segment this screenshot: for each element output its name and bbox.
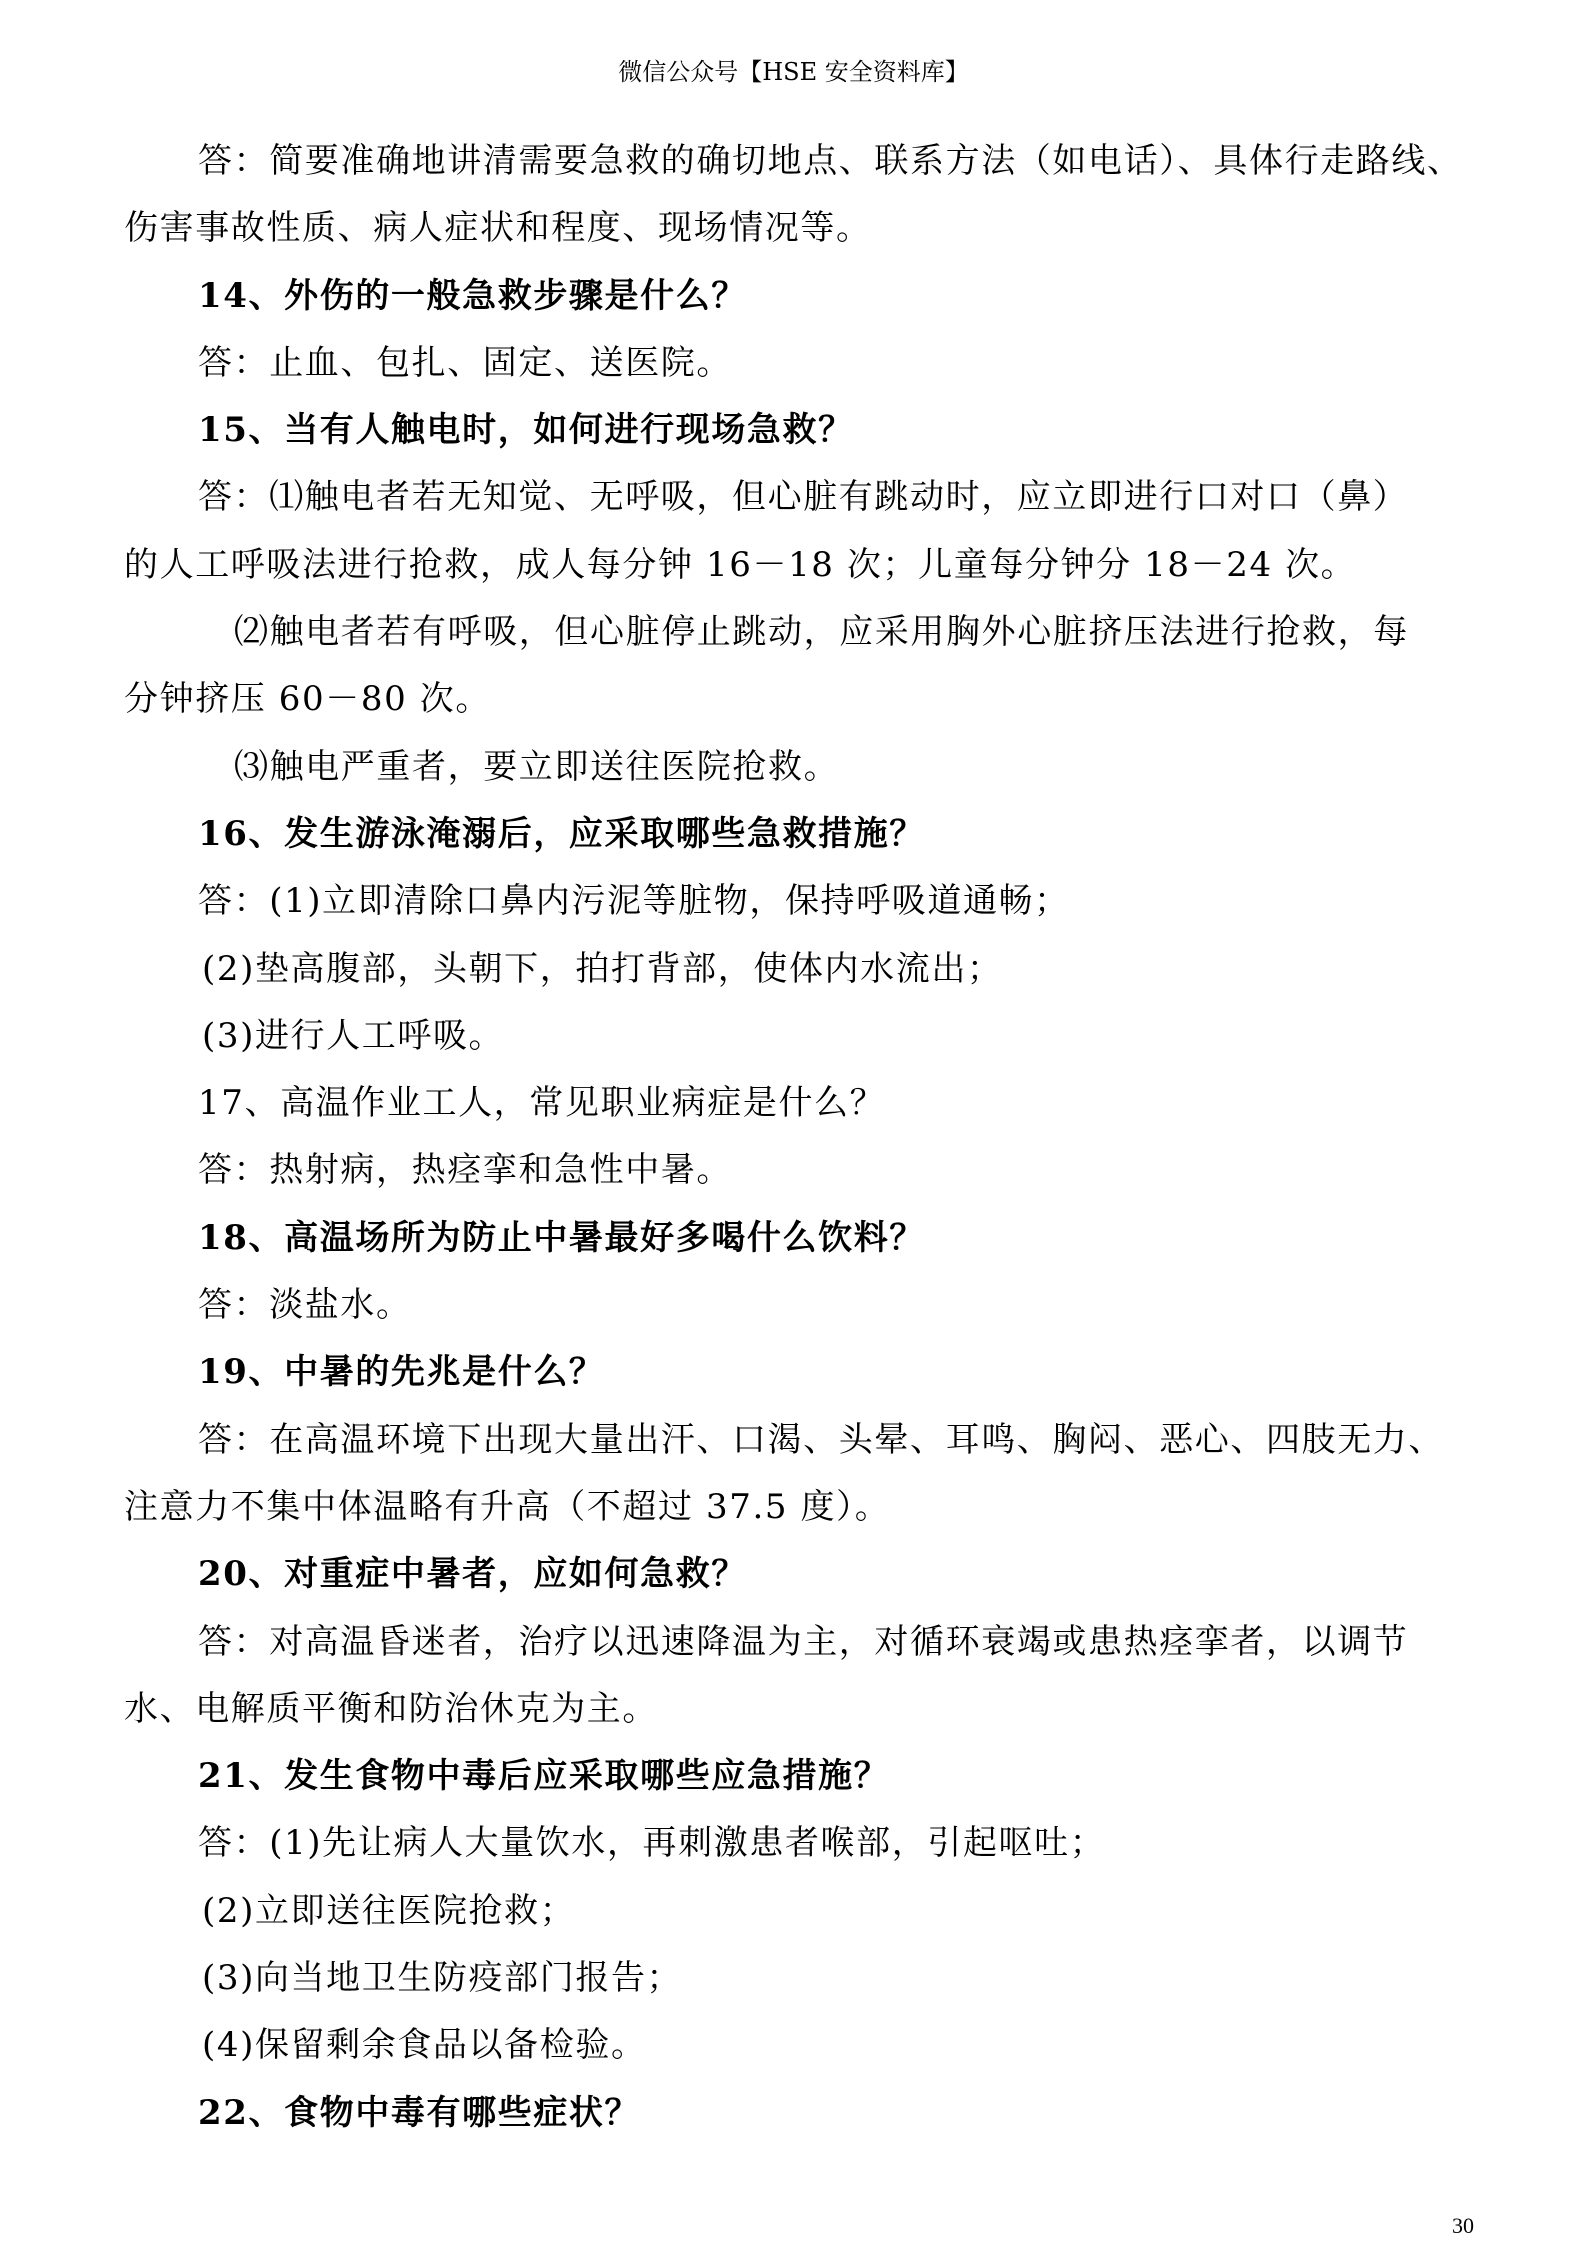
answer-line: ⑶触电严重者，要立即送往医院抢救。 xyxy=(234,746,840,787)
answer-line: 答：⑴触电者若无知觉、无呼吸，但心脏有跳动时，应立即进行口对口（鼻） xyxy=(198,477,1409,518)
answer-line: 伤害事故性质、病人症状和程度、现场情况等。 xyxy=(124,208,872,249)
answer-line: 答：(1)立即清除口鼻内污泥等脏物，保持呼吸道通畅； xyxy=(198,881,1070,922)
answer-line: 注意力不集中体温略有升高（不超过 37.5 度）。 xyxy=(124,1486,891,1527)
answer-line: (3)进行人工呼吸。 xyxy=(202,1015,505,1056)
answer-line: 答：(1)先让病人大量饮水，再刺激患者喉部，引起呕吐； xyxy=(198,1823,1106,1864)
answer-line: 答：在高温环境下出现大量出汗、口渴、头晕、耳鸣、胸闷、恶心、四肢无力、 xyxy=(198,1419,1444,1460)
answer-line: (2)垫高腹部，头朝下，拍打背部，使体内水流出； xyxy=(202,948,1003,989)
question-heading: 19、中暑的先兆是什么？ xyxy=(198,1352,605,1393)
answer-line: (2)立即送往医院抢救； xyxy=(202,1890,576,1931)
question-heading: 15、当有人触电时，如何进行现场急救？ xyxy=(198,410,854,451)
page-number: 30 xyxy=(1452,2213,1474,2238)
question-heading: 20、对重症中暑者，应如何急救？ xyxy=(198,1554,747,1595)
answer-line: 的人工呼吸法进行抢救，成人每分钟 16－18 次；儿童每分钟分 18－24 次。 xyxy=(124,544,1357,585)
answer-line: 分钟挤压 60－80 次。 xyxy=(124,679,491,720)
question-heading: 22、食物中毒有哪些症状？ xyxy=(198,2092,641,2133)
answer-line: (3)向当地卫生防疫部门报告； xyxy=(202,1958,683,1999)
answer-line: 答：简要准确地讲清需要急救的确切地点、联系方法（如电话）、具体行走路线、 xyxy=(198,141,1463,181)
answer-line: 答：淡盐水。 xyxy=(198,1285,412,1326)
answer-line: (4)保留剩余食品以备检验。 xyxy=(202,2025,647,2066)
answer-line: ⑵触电者若有呼吸，但心脏停止跳动，应采用胸外心脏挤压法进行抢救，每 xyxy=(234,612,1409,653)
question-heading: 16、发生游泳淹溺后，应采取哪些急救措施？ xyxy=(198,813,925,854)
question-heading: 17、高温作业工人，常见职业病症是什么？ xyxy=(198,1083,886,1124)
question-heading: 14、外伤的一般急救步骤是什么？ xyxy=(198,275,747,316)
question-heading: 18、高温场所为防止中暑最好多喝什么饮料？ xyxy=(198,1217,925,1258)
answer-line: 答：热射病，热痉挛和急性中暑。 xyxy=(198,1150,732,1191)
answer-line: 答：对高温昏迷者，治疗以迅速降温为主，对循环衰竭或患热痉挛者，以调节 xyxy=(198,1621,1409,1662)
document-body xyxy=(124,128,1484,2147)
answer-line: 答：止血、包扎、固定、送医院。 xyxy=(198,342,732,383)
page-header: 微信公众号【HSE 安全资料库】 xyxy=(618,58,969,86)
question-heading: 21、发生食物中毒后应采取哪些应急措施？ xyxy=(198,1756,890,1797)
answer-line: 水、电解质平衡和防治休克为主。 xyxy=(124,1688,658,1729)
